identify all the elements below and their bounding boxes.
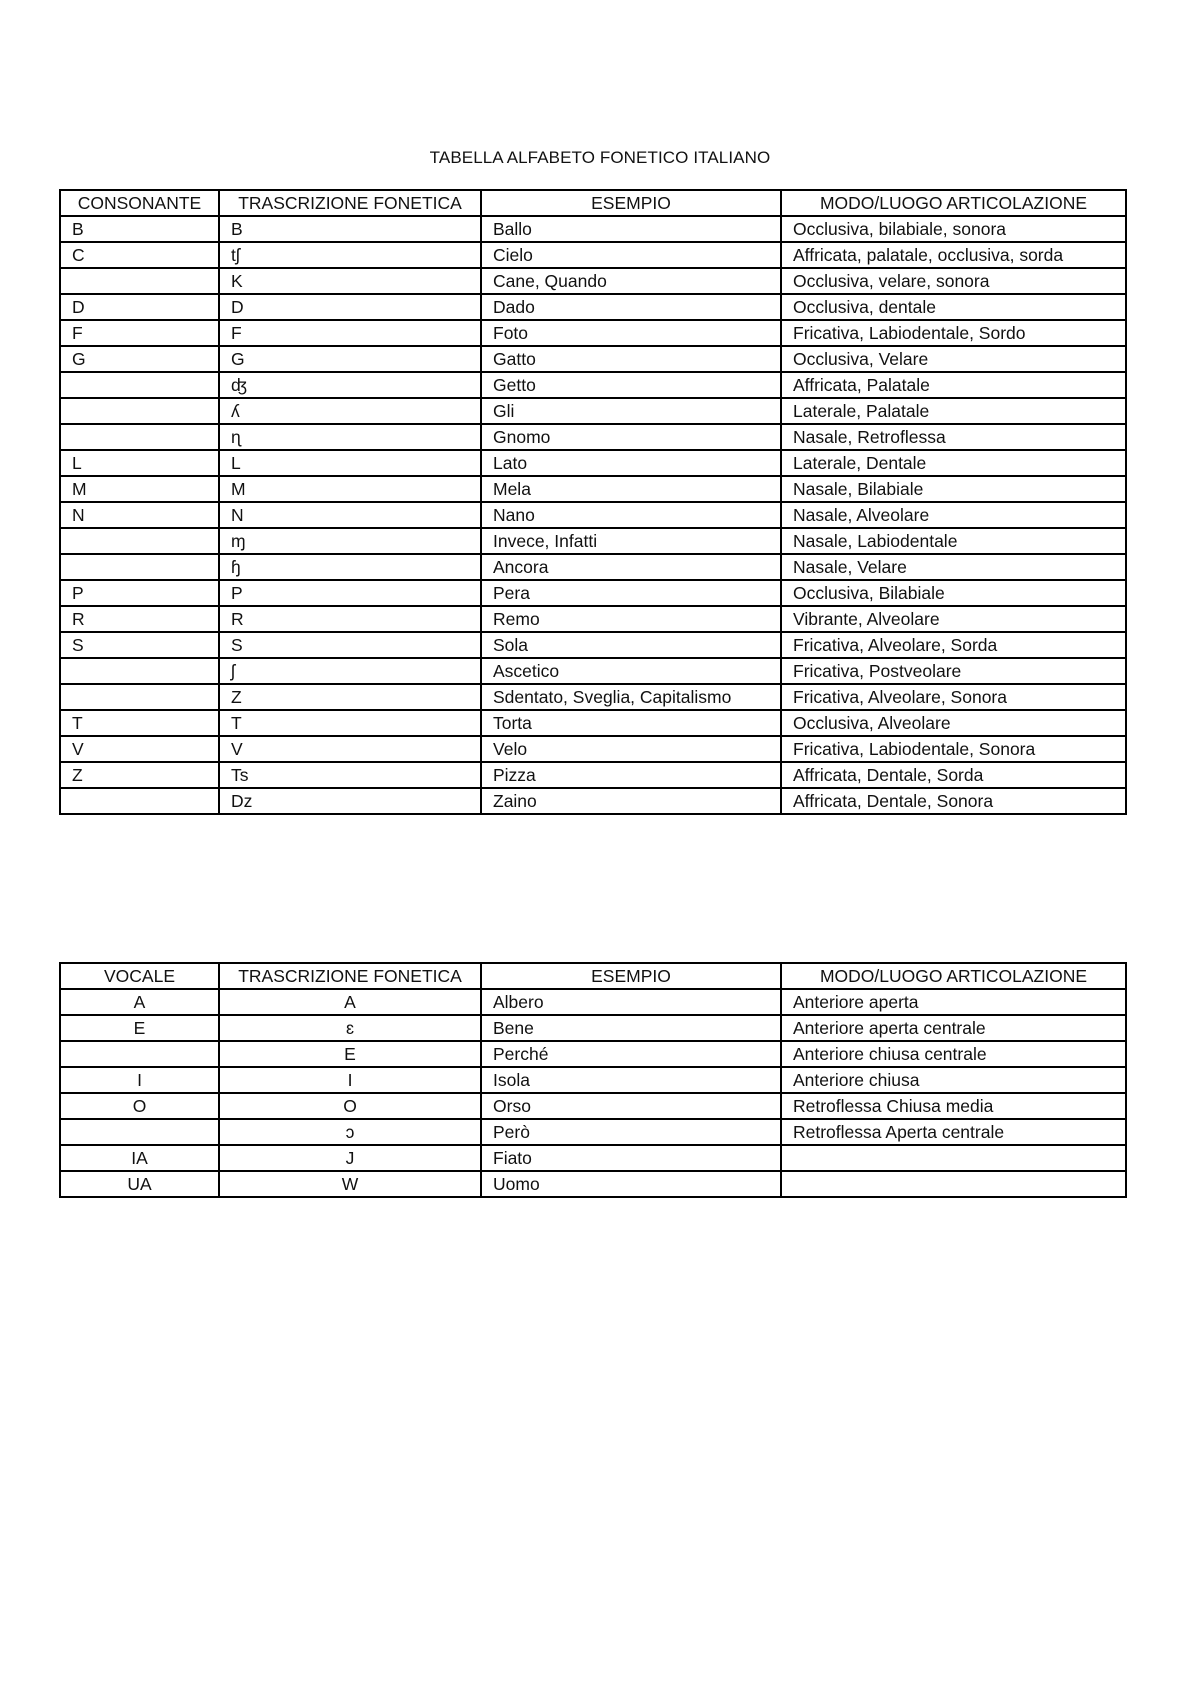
table-row [60, 762, 1126, 788]
letter-cell [60, 1119, 219, 1145]
letter-cell: V [60, 736, 219, 762]
letter-cell: G [60, 346, 219, 372]
example-cell: Ancora [481, 554, 781, 580]
table-row [60, 320, 1126, 346]
letter-cell: O [60, 1093, 219, 1119]
articulation-cell: Anteriore chiusa [781, 1067, 1126, 1093]
letter-cell: B [60, 216, 219, 242]
example-cell: Ballo [481, 216, 781, 242]
articulation-cell: Laterale, Dentale [781, 450, 1126, 476]
example-cell: Velo [481, 736, 781, 762]
articulation-cell: Anteriore aperta [781, 989, 1126, 1015]
transcription-cell: O [219, 1093, 481, 1119]
example-cell: Però [481, 1119, 781, 1145]
transcription-cell: tʃ [219, 242, 481, 268]
letter-cell [60, 658, 219, 684]
example-cell: Lato [481, 450, 781, 476]
header-modo-luogo: MODO/LUOGO ARTICOLAZIONE [781, 190, 1126, 216]
articulation-cell [781, 1145, 1126, 1171]
header-consonante: CONSONANTE [60, 190, 219, 216]
articulation-cell: Nasale, Alveolare [781, 502, 1126, 528]
example-cell: Cielo [481, 242, 781, 268]
example-cell: Gatto [481, 346, 781, 372]
example-cell: Dado [481, 294, 781, 320]
consonant-header-row [60, 190, 1126, 216]
example-cell: Uomo [481, 1171, 781, 1197]
letter-cell [60, 554, 219, 580]
articulation-cell: Fricativa, Postveolare [781, 658, 1126, 684]
header-vocale: VOCALE [60, 963, 219, 989]
table-row [60, 294, 1126, 320]
table-row [60, 1041, 1126, 1067]
example-cell: Getto [481, 372, 781, 398]
articulation-cell: Retroflessa Aperta centrale [781, 1119, 1126, 1145]
letter-cell [60, 1041, 219, 1067]
transcription-cell: Dz [219, 788, 481, 814]
table-row [60, 684, 1126, 710]
articulation-cell: Occlusiva, Bilabiale [781, 580, 1126, 606]
transcription-cell: ɳ [219, 424, 481, 450]
example-cell: Gli [481, 398, 781, 424]
articulation-cell: Nasale, Retroflessa [781, 424, 1126, 450]
letter-cell [60, 268, 219, 294]
articulation-cell: Affricata, Palatale [781, 372, 1126, 398]
articulation-cell: Nasale, Velare [781, 554, 1126, 580]
articulation-cell: Occlusiva, dentale [781, 294, 1126, 320]
letter-cell: R [60, 606, 219, 632]
example-cell: Cane, Quando [481, 268, 781, 294]
table-row [60, 710, 1126, 736]
table-row [60, 216, 1126, 242]
articulation-cell: Anteriore aperta centrale [781, 1015, 1126, 1041]
articulation-cell: Fricativa, Labiodentale, Sordo [781, 320, 1126, 346]
table-row [60, 788, 1126, 814]
example-cell: Sola [481, 632, 781, 658]
table-row [60, 989, 1126, 1015]
header-modo-luogo: MODO/LUOGO ARTICOLAZIONE [781, 963, 1126, 989]
table-row [60, 1015, 1126, 1041]
transcription-cell: G [219, 346, 481, 372]
articulation-cell: Fricativa, Labiodentale, Sonora [781, 736, 1126, 762]
articulation-cell: Fricativa, Alveolare, Sorda [781, 632, 1126, 658]
articulation-cell: Occlusiva, velare, sonora [781, 268, 1126, 294]
example-cell: Sdentato, Sveglia, Capitalismo [481, 684, 781, 710]
page-title: TABELLA ALFABETO FONETICO ITALIANO [429, 148, 771, 167]
articulation-cell: Fricativa, Alveolare, Sonora [781, 684, 1126, 710]
articulation-cell: Nasale, Bilabiale [781, 476, 1126, 502]
letter-cell [60, 398, 219, 424]
letter-cell: C [60, 242, 219, 268]
example-cell: Nano [481, 502, 781, 528]
example-cell: Bene [481, 1015, 781, 1041]
table-row [60, 1093, 1126, 1119]
letter-cell: IA [60, 1145, 219, 1171]
articulation-cell: Vibrante, Alveolare [781, 606, 1126, 632]
transcription-cell: E [219, 1041, 481, 1067]
transcription-cell: ɛ [219, 1015, 481, 1041]
letter-cell: E [60, 1015, 219, 1041]
example-cell: Pizza [481, 762, 781, 788]
transcription-cell: Ts [219, 762, 481, 788]
articulation-cell: Occlusiva, Alveolare [781, 710, 1126, 736]
table-row [60, 346, 1126, 372]
transcription-cell: I [219, 1067, 481, 1093]
vowel-table [59, 962, 1127, 1198]
articulation-cell: Affricata, Dentale, Sonora [781, 788, 1126, 814]
table-row [60, 1171, 1126, 1197]
articulation-cell: Laterale, Palatale [781, 398, 1126, 424]
transcription-cell: P [219, 580, 481, 606]
transcription-cell: J [219, 1145, 481, 1171]
vowel-rows [60, 989, 1126, 1197]
letter-cell: A [60, 989, 219, 1015]
articulation-cell: Nasale, Labiodentale [781, 528, 1126, 554]
articulation-cell: Occlusiva, Velare [781, 346, 1126, 372]
transcription-cell: T [219, 710, 481, 736]
transcription-cell: ʃ [219, 658, 481, 684]
transcription-cell: V [219, 736, 481, 762]
example-cell: Remo [481, 606, 781, 632]
example-cell: Gnomo [481, 424, 781, 450]
articulation-cell [781, 1171, 1126, 1197]
example-cell: Torta [481, 710, 781, 736]
transcription-cell: D [219, 294, 481, 320]
example-cell: Fiato [481, 1145, 781, 1171]
transcription-cell: F [219, 320, 481, 346]
letter-cell [60, 528, 219, 554]
example-cell: Ascetico [481, 658, 781, 684]
letter-cell [60, 372, 219, 398]
letter-cell [60, 424, 219, 450]
table-row [60, 580, 1126, 606]
table-row [60, 424, 1126, 450]
transcription-cell: ʤ [219, 372, 481, 398]
table-row [60, 658, 1126, 684]
example-cell: Perché [481, 1041, 781, 1067]
example-cell: Foto [481, 320, 781, 346]
letter-cell: D [60, 294, 219, 320]
letter-cell: F [60, 320, 219, 346]
transcription-cell: ʎ [219, 398, 481, 424]
table-row [60, 1119, 1126, 1145]
example-cell: Zaino [481, 788, 781, 814]
transcription-cell: N [219, 502, 481, 528]
table-row [60, 1067, 1126, 1093]
example-cell: Orso [481, 1093, 781, 1119]
letter-cell: T [60, 710, 219, 736]
transcription-cell: S [219, 632, 481, 658]
letter-cell: Z [60, 762, 219, 788]
transcription-cell: ɧ [219, 554, 481, 580]
letter-cell: L [60, 450, 219, 476]
articulation-cell: Retroflessa Chiusa media [781, 1093, 1126, 1119]
table-row [60, 736, 1126, 762]
letter-cell [60, 684, 219, 710]
articulation-cell: Affricata, palatale, occlusiva, sorda [781, 242, 1126, 268]
transcription-cell: L [219, 450, 481, 476]
example-cell: Isola [481, 1067, 781, 1093]
table-row [60, 528, 1126, 554]
example-cell: Invece, Infatti [481, 528, 781, 554]
transcription-cell: K [219, 268, 481, 294]
example-cell: Mela [481, 476, 781, 502]
header-esempio: ESEMPIO [481, 963, 781, 989]
table-row [60, 502, 1126, 528]
letter-cell: UA [60, 1171, 219, 1197]
table-row [60, 450, 1126, 476]
header-trascrizione: TRASCRIZIONE FONETICA [219, 190, 481, 216]
transcription-cell: R [219, 606, 481, 632]
transcription-cell: B [219, 216, 481, 242]
transcription-cell: ɔ [219, 1119, 481, 1145]
letter-cell: N [60, 502, 219, 528]
transcription-cell: A [219, 989, 481, 1015]
vowel-header-row [60, 963, 1126, 989]
letter-cell: S [60, 632, 219, 658]
table-row [60, 268, 1126, 294]
transcription-cell: Z [219, 684, 481, 710]
letter-cell: M [60, 476, 219, 502]
example-cell: Albero [481, 989, 781, 1015]
table-row [60, 398, 1126, 424]
table-row [60, 1145, 1126, 1171]
articulation-cell: Occlusiva, bilabiale, sonora [781, 216, 1126, 242]
table-row [60, 476, 1126, 502]
letter-cell: I [60, 1067, 219, 1093]
table-row [60, 632, 1126, 658]
example-cell: Pera [481, 580, 781, 606]
transcription-cell: ɱ [219, 528, 481, 554]
header-esempio: ESEMPIO [481, 190, 781, 216]
table-row [60, 554, 1126, 580]
transcription-cell: M [219, 476, 481, 502]
table-row [60, 242, 1126, 268]
header-trascrizione: TRASCRIZIONE FONETICA [219, 963, 481, 989]
table-row [60, 606, 1126, 632]
letter-cell: P [60, 580, 219, 606]
articulation-cell: Affricata, Dentale, Sorda [781, 762, 1126, 788]
consonant-rows [60, 216, 1126, 814]
articulation-cell: Anteriore chiusa centrale [781, 1041, 1126, 1067]
table-row [60, 372, 1126, 398]
letter-cell [60, 788, 219, 814]
transcription-cell: W [219, 1171, 481, 1197]
consonant-table [59, 189, 1127, 815]
